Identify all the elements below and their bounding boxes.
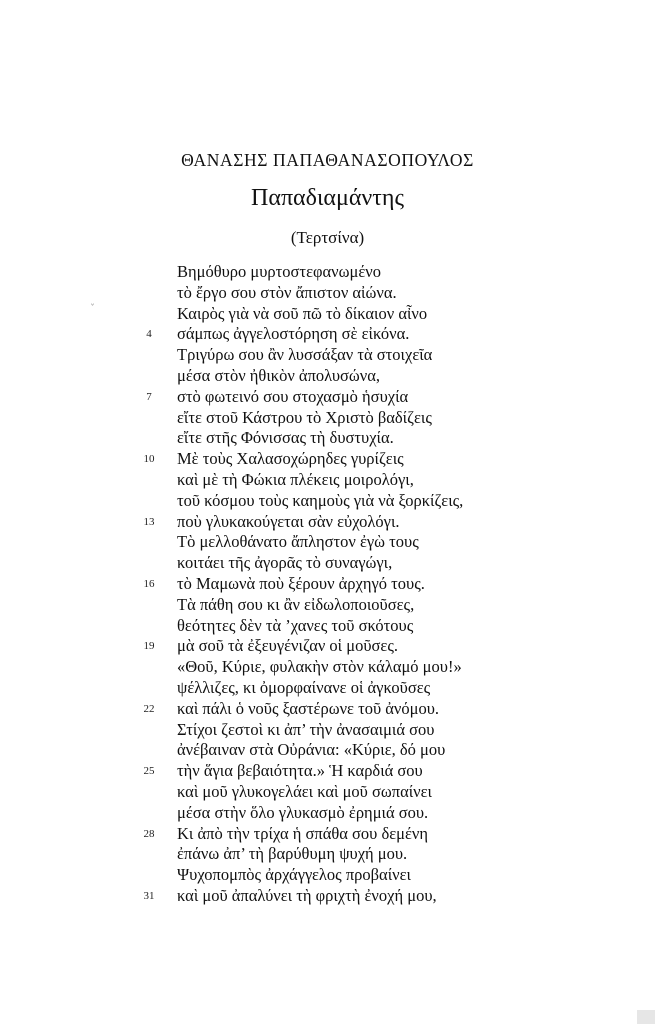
poem-body [143,262,507,907]
line-text: Τριγύρω σου ἂν λυσσάξαν τὰ στοιχεῖα [177,345,433,365]
line-text: «Θοῦ, Κύριε, φυλακὴν στὸν κάλαμό μου!» [177,657,462,677]
line-text: θεότητες δὲν τὰ ’χανες τοῦ σκότους [177,615,414,635]
poem-title: Παπαδιαμάντης [251,185,404,211]
line-number: 7 [146,390,152,403]
line-text: καὶ πάλι ὁ νοῦς ξαστέρωνε τοῦ ἀνόμου. [177,698,440,718]
line-text: καὶ μοῦ ἀπαλύνει τὴ φριχτὴ ἐνοχή μου, [177,885,437,905]
line-number: 22 [143,702,155,715]
line-text: μέσα στὴν ὅλο γλυκασμὸ ἐρημιά σου. [177,802,429,822]
poem-line [143,573,507,595]
line-text: Καιρὸς γιὰ νὰ σοῦ πῶ τὸ δίκαιον αἶνο [177,303,428,323]
line-text: μὰ σοῦ τὰ ἐξευγένιζαν οἱ μοῦσες. [177,636,398,656]
poem-line [143,885,507,907]
line-number: 16 [143,577,155,590]
poem-line [146,386,507,408]
line-text: καὶ μὲ τὴ Φώκια πλέκεις μοιρολόγι, [177,469,414,489]
line-number: 19 [143,640,155,653]
line-text: κοιτάει τῆς ἀγορᾶς τὸ συναγώγι, [177,553,393,573]
line-number: 10 [143,453,155,466]
poem-line [177,304,507,325]
line-text: σάμπως ἀγγελοστόρηση σὲ εἰκόνα. [177,324,410,344]
poem-line [177,782,507,803]
line-text: ψέλλιζες, κι ὀμορφαίνανε οἱ ἀγκοῦσες [177,677,431,697]
line-text: τὸ Μαμωνὰ ποὺ ξέρουν ἀρχηγό τους. [177,573,425,593]
line-text: Μὲ τοὺς Χαλασοχώρηδες γυρίζεις [177,449,404,469]
page-corner-shadow [637,1010,655,1024]
line-text: εἴτε στοῦ Κάστρου τὸ Χριστὸ βαδίζεις [177,407,432,427]
line-text: Τὰ πάθη σου κι ἂν εἰδωλοποιοῦσες, [177,594,415,614]
line-text: Κι ἀπὸ τὴν τρίχα ἡ σπάθα σου δεμένη [177,823,429,843]
line-text: στὸ φωτεινό σου στοχασμὸ ἡσυχία [177,386,409,406]
poem-line [177,720,507,741]
line-text: ἐπάνω ἀπ’ τὴ βαρύθυμη ψυχή μου. [177,844,408,864]
line-text: Τὸ μελλοθάνατο ἄπληστον ἐγὼ τους [177,532,419,552]
poem-line [177,283,507,304]
poem-line [177,262,507,283]
line-text: Ψυχοπομπὸς ἀρχάγγελος προβαίνει [177,865,411,885]
poem-line [177,470,507,491]
line-number: 31 [143,889,155,902]
poem-line [177,595,507,616]
line-text: τὴν ἅγια βεβαιότητα.» Ἡ καρδιά σου [177,761,423,781]
poem-subtitle: (Τερτσίνα) [290,228,365,247]
poem-line [177,532,507,553]
line-text: ἀνέβαιναν στὰ Οὐράνια: «Κύριε, δό μου [177,740,446,760]
line-text: καὶ μοῦ γλυκογελάει καὶ μοῦ σωπαίνει [177,781,432,801]
poem-line [177,657,507,678]
line-number: 28 [143,827,155,840]
poem-line [143,761,507,782]
poem-line [177,366,507,387]
line-text: τὸ ἔργο σου στὸν ἄπιστον αἰώνα. [177,282,397,302]
line-number: 13 [143,515,155,528]
poem-line [146,324,507,345]
poem-line [177,678,507,699]
line-text: ποὺ γλυκακούγεται σὰν εὐχολόγι. [177,511,400,531]
line-number: 4 [146,328,152,341]
author-name: ΘΑΝΑΣΗΣ ΠΑΠΑΘΑΝΑΣΟΠΟΥΛΟΣ [181,150,474,170]
poem-line [177,491,507,512]
poem-line [177,345,507,366]
poem-line [143,823,507,845]
line-text: μέσα στὸν ἠθικὸν ἀπολυσώνα, [177,365,381,385]
line-text: Στίχοι ζεστοὶ κι ἀπ’ τὴν ἀνασαιμιά σου [177,719,435,739]
poem-line [177,428,507,449]
poem-line [177,803,507,824]
poem-line [143,449,507,470]
margin-mark: ˇ [90,304,95,315]
poem-line [177,844,507,865]
poem-line [177,553,507,574]
poem-line [177,408,507,429]
poem-line [143,698,507,720]
line-number: 25 [143,765,155,778]
line-text: εἴτε στῆς Φόνισσας τὴ δυστυχία. [177,428,394,448]
line-text: Βημόθυρο μυρτοστεφανωμένο [177,262,381,281]
poem-line [143,636,507,657]
poem-line [177,865,507,886]
poem-line [143,511,507,533]
poem-line [177,616,507,637]
poem-line [177,740,507,761]
line-text: τοῦ κόσμου τοὺς καημοὺς γιὰ νὰ ξορκίζεις, [177,490,464,510]
